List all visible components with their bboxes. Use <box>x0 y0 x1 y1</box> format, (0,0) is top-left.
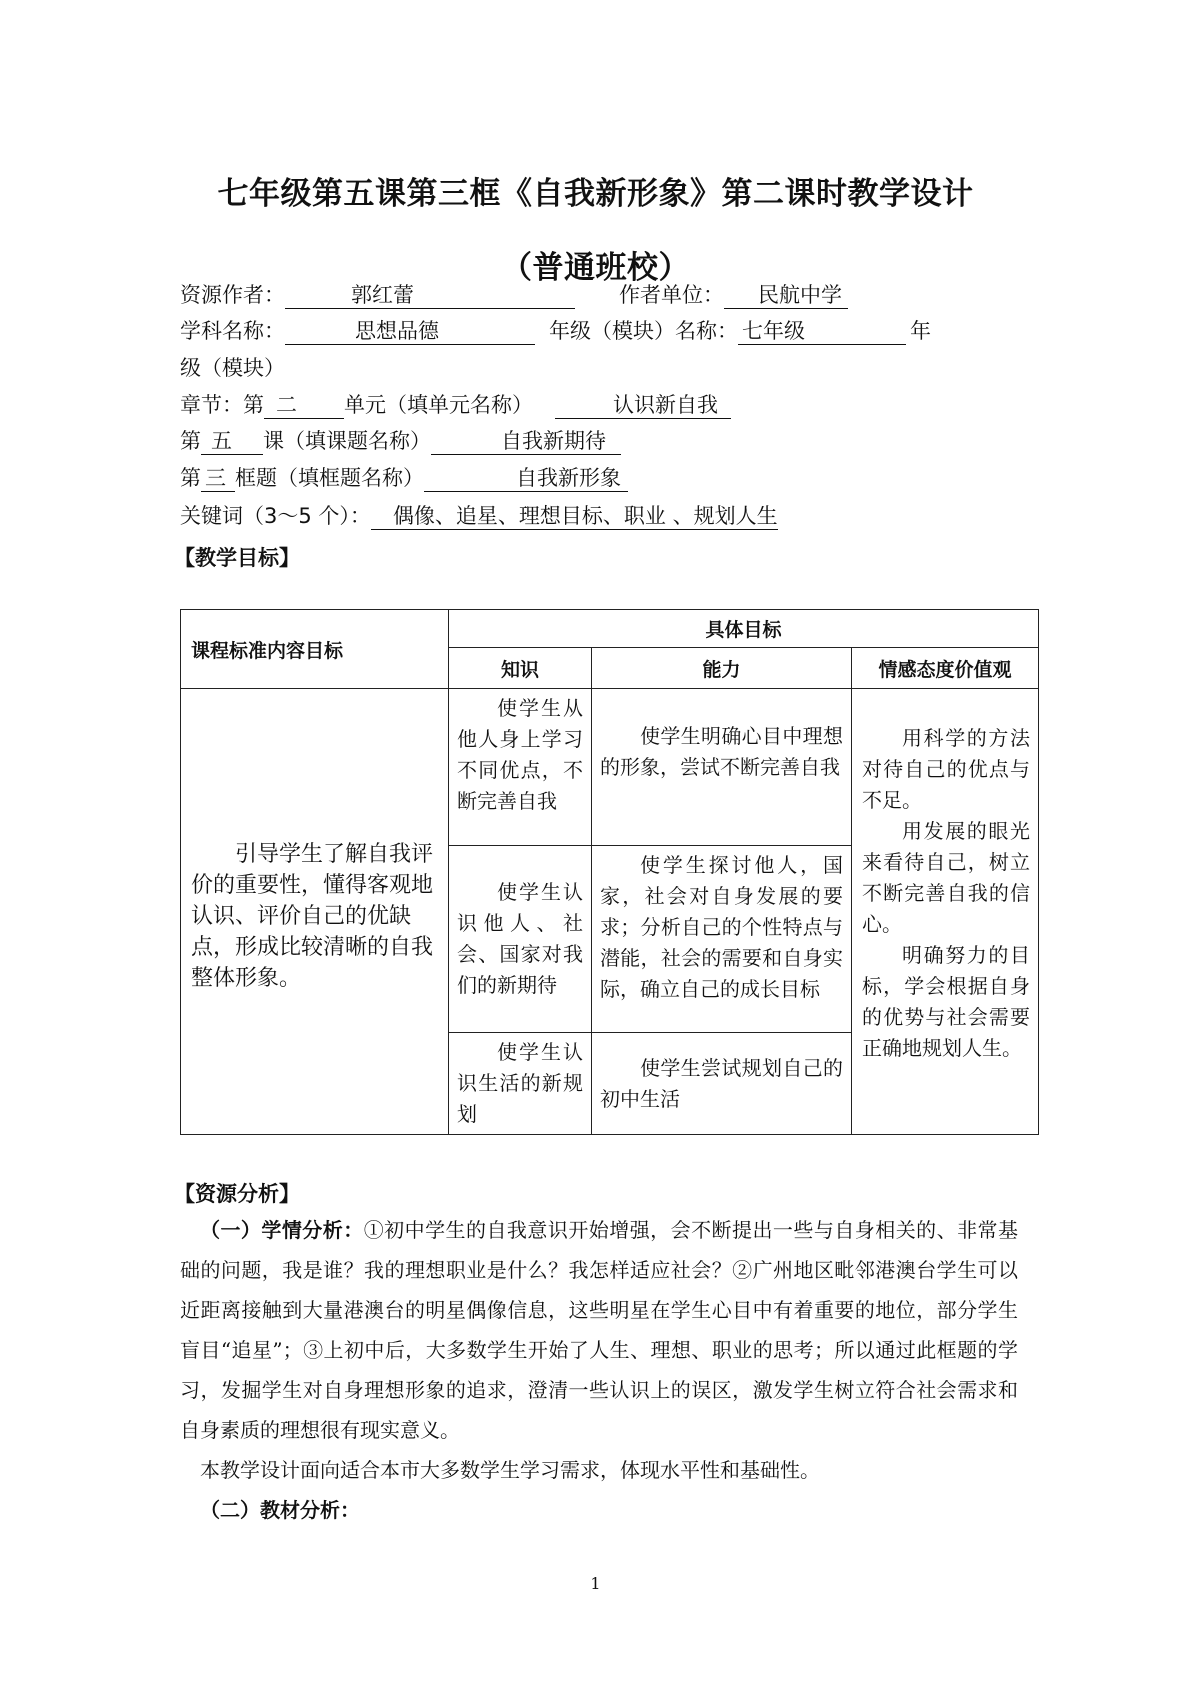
header-specific-goals: 具体目标 <box>449 610 1039 648</box>
lesson-mid: 课（填课题名称） <box>263 429 431 453</box>
ability-cell: 使学生尝试规划自己的初中生活 <box>592 1033 852 1135</box>
lesson-name: 自我新期待 <box>431 428 621 455</box>
header-emotion: 情感态度价值观 <box>852 648 1039 689</box>
author-label: 资源作者： <box>180 283 285 307</box>
emotion-goal: 明确努力的目标，学会根据自身的优势与社会需要正确地规划人生。 <box>862 943 1030 1060</box>
subject-value: 思想品德 <box>285 318 535 345</box>
unit-value: 民航中学 <box>724 282 848 309</box>
table-row <box>181 689 1039 846</box>
design-note: 本教学设计面向适合本市大多数学生学习需求，体现水平性和基础性。 <box>200 1458 820 1482</box>
frame-line <box>180 463 628 493</box>
grade-value: 七年级 <box>738 318 906 345</box>
goals-table <box>180 609 1039 1135</box>
grade-suffix: 年 <box>910 319 931 343</box>
ability-cell: 使学生明确心目中理想的形象，尝试不断完善自我 <box>592 689 852 846</box>
chapter-line <box>180 390 731 420</box>
section-resource-analysis: 【资源分析】 <box>174 1182 300 1206</box>
document-title: 七年级第五课第三框《自我新形象》第二课时教学设计 <box>217 176 974 212</box>
lesson-number: 五 <box>201 428 263 455</box>
keywords-label: 关键词（3～5 个）： <box>180 504 371 528</box>
lesson-prefix: 第 <box>180 429 201 453</box>
chapter-mid: 单元（填单元名称） <box>344 393 533 417</box>
chapter-label: 章节：第 <box>180 393 264 417</box>
emotion-goal: 用科学的方法对待自己的优点与不足。 <box>862 726 1030 812</box>
section-teaching-goals: 【教学目标】 <box>174 546 300 570</box>
ability-cell: 使学生探讨他人，国家，社会对自身发展的要求；分析自己的个性特点与潜能，社会的需要和自身实际，确立自己的成长目标 <box>592 846 852 1033</box>
knowledge-cell: 使学生认识他人、社会、国家对我们的新期待 <box>449 846 592 1033</box>
learner-analysis-text: ①初中学生的自我意识开始增强，会不断提出一些与自身相关的、非常基础的问题，我是谁？我的理想职业是什么？我怎样适应社会？②广州地区毗邻港澳台学生可以近距离接触到大量港澳台的明星偶像信息，这些明星在学生心目中有着重要的地位，部分学生盲目“追星”；③上初中后，大多数学生开始了人生、理想、职业的思考；所以通过此框题的学习，发掘学生对自身理想形象的追求，澄清一些认识上的误区，激发学生树立符合社会需求和自身素质的理想很有现实意义。 <box>180 1218 1019 1442</box>
learner-analysis-label: （一）学情分析： <box>200 1218 364 1242</box>
learner-analysis-paragraph <box>180 1210 1018 1450</box>
emotion-cell <box>852 689 1039 1135</box>
frame-prefix: 第 <box>180 466 201 490</box>
frame-mid: 框题（填框题名称） <box>235 466 424 490</box>
frame-name: 自我新形象 <box>424 465 628 492</box>
page-number: 1 <box>590 1574 601 1593</box>
textbook-analysis-label: （二）教材分析： <box>200 1498 360 1522</box>
header-knowledge: 知识 <box>449 648 592 689</box>
author-line <box>180 280 848 310</box>
keywords-line <box>180 501 778 531</box>
knowledge-cell: 使学生从他人身上学习不同优点，不断完善自我 <box>449 689 592 846</box>
frame-number: 三 <box>201 465 235 492</box>
document-subtitle: （普通班校） <box>501 250 690 286</box>
knowledge-cell: 使学生认识生活的新规划 <box>449 1033 592 1135</box>
chapter-name: 认识新自我 <box>555 392 731 419</box>
textbook-analysis-heading <box>180 1490 1018 1530</box>
lesson-line <box>180 426 621 456</box>
grade-suffix-line: 级（模块） <box>180 356 285 380</box>
chapter-number: 二 <box>264 392 344 419</box>
emotion-goal: 用发展的眼光来看待自己，树立不断完善自我的信心。 <box>862 819 1030 936</box>
subject-label: 学科名称： <box>180 319 285 343</box>
subject-line <box>180 316 931 346</box>
unit-label: 作者单位： <box>619 283 724 307</box>
keywords-value: 偶像、追星、理想目标、职业 、规划人生 <box>371 503 778 530</box>
author-value: 郭红蕾 <box>285 282 575 309</box>
header-ability: 能力 <box>592 648 852 689</box>
grade-label: 年级（模块）名称： <box>549 319 738 343</box>
header-standard: 课程标准内容目标 <box>181 610 449 689</box>
standard-goal-text: 引导学生了解自我评价的重要性，懂得客观地认识、评价自己的优缺点，形成比较清晰的自我整体形象。 <box>181 689 449 1135</box>
